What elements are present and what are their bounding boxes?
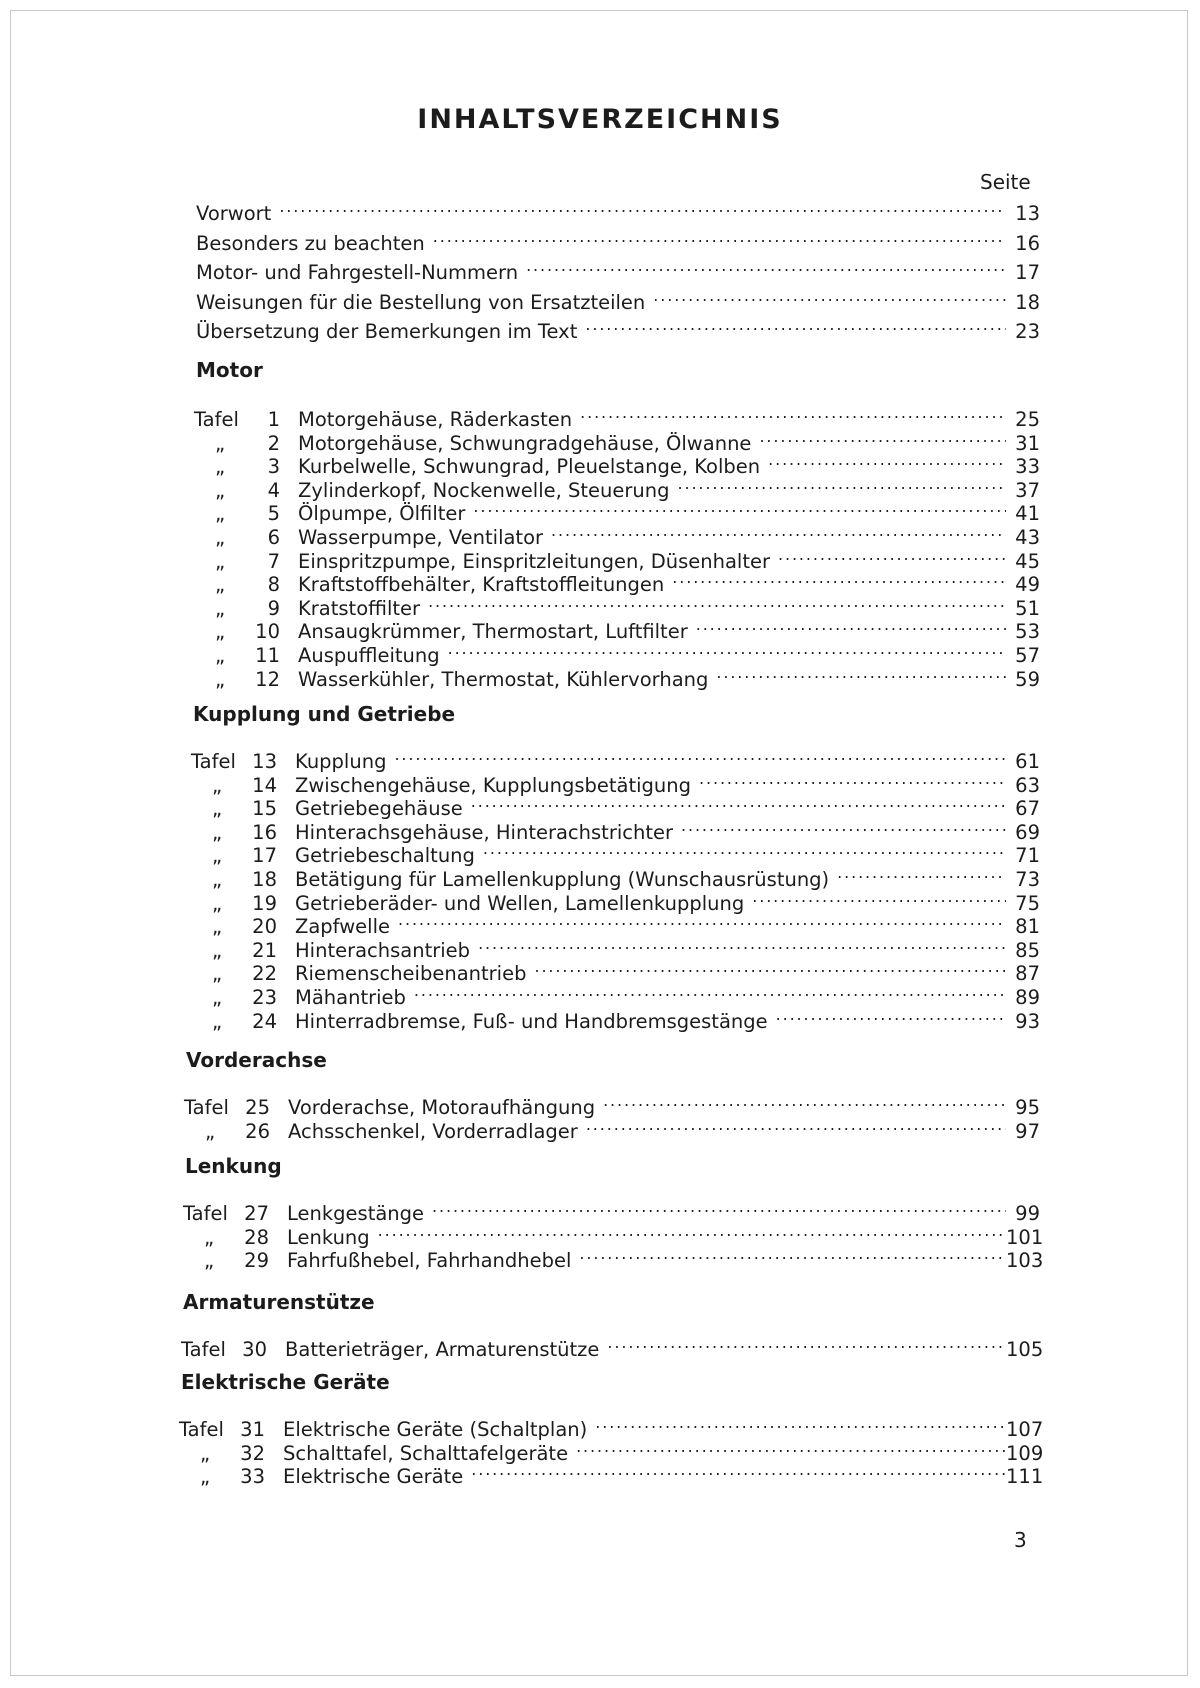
tafel-prefix: „ <box>211 986 223 1009</box>
toc-entry-page: 105 <box>1006 1338 1044 1361</box>
dot-leader <box>607 1330 1006 1356</box>
tafel-prefix: „ <box>203 1249 215 1273</box>
toc-entry-label: Besonders zu beachten <box>196 231 425 255</box>
toc-entry-label: Mähantrieb <box>295 986 406 1009</box>
tafel-prefix: „ <box>211 820 223 844</box>
tafel-number: 11 <box>255 644 280 667</box>
toc-entry-page: 111 <box>1006 1465 1044 1489</box>
dot-leader <box>432 1194 1006 1220</box>
tafel-number: 19 <box>252 891 277 915</box>
dot-leader <box>473 494 1006 520</box>
toc-entry <box>179 1410 1044 1441</box>
toc-entry-page: 85 <box>1015 938 1040 962</box>
dot-leader <box>586 1112 1006 1138</box>
tafel-number: 21 <box>252 938 277 962</box>
tafel-prefix: „ <box>203 1225 215 1249</box>
toc-entry-page: 89 <box>1015 986 1040 1009</box>
toc-entry-page: 17 <box>1015 261 1040 284</box>
dot-leader <box>471 1457 1006 1483</box>
toc-entry-label: Getriebeschaltung <box>295 844 475 868</box>
toc-entry-label: Vorderachse, Motoraufhängung <box>288 1096 596 1119</box>
toc-entry-label: Kurbelwelle, Schwungrad, Pleuelstange, Kolben <box>298 455 761 479</box>
toc-entry <box>196 253 1040 284</box>
tafel-number: 22 <box>252 962 277 986</box>
toc-entry <box>184 1088 1040 1119</box>
toc-entry <box>194 589 1040 620</box>
tafel-prefix: „ <box>214 478 226 502</box>
toc-entry-label: Zylinderkopf, Nockenwelle, Steuerung <box>298 478 670 502</box>
tafel-prefix: „ <box>199 1465 211 1489</box>
toc-entry-label: Motor- und Fahrgestell-Nummern <box>196 261 519 284</box>
tafel-number: 17 <box>252 844 277 868</box>
tafel-prefix: „ <box>199 1441 211 1465</box>
tafel-number: 12 <box>255 667 280 691</box>
toc-entry-label: Schalttafel, Schalttafelgeräte <box>283 1441 569 1465</box>
toc-entry-page: 87 <box>1015 962 1040 986</box>
tafel-prefix: Tafel <box>194 408 239 431</box>
toc-entry <box>183 1218 1044 1249</box>
tafel-prefix: „ <box>211 797 223 821</box>
tafel-number: 7 <box>267 549 280 573</box>
toc-entry <box>196 194 1040 225</box>
dot-leader <box>752 884 1006 910</box>
section-heading: Lenkung <box>185 1154 282 1178</box>
dot-leader <box>478 931 1006 957</box>
section-heading: Elektrische Geräte <box>181 1370 390 1394</box>
toc-entry <box>191 836 1040 868</box>
tafel-prefix: „ <box>214 526 226 549</box>
section-heading: Vorderachse <box>186 1048 327 1072</box>
toc-entry-label: Zwischengehäuse, Kupplungsbetätigung <box>295 773 692 797</box>
toc-entry-label: Achsschenkel, Vorderradlager <box>288 1119 578 1143</box>
dot-leader <box>414 978 1006 1004</box>
toc-entry <box>179 1457 1044 1489</box>
toc-entry <box>194 612 1040 644</box>
toc-entry-label: Hinterradbremse, Fuß- und Handbremsgestänge <box>295 1009 768 1033</box>
toc-entry-page: 51 <box>1015 596 1040 620</box>
tafel-prefix: „ <box>211 1009 223 1033</box>
toc-entry <box>191 813 1040 844</box>
tafel-number: 2 <box>267 431 280 455</box>
dot-leader <box>579 1241 1006 1267</box>
toc-entry-label: Kupplung <box>295 750 387 773</box>
toc-entry <box>194 447 1040 479</box>
tafel-number: 29 <box>244 1249 269 1273</box>
toc-entry <box>191 978 1040 1009</box>
tafel-prefix: „ <box>211 891 223 915</box>
tafel-prefix: Tafel <box>184 1096 229 1119</box>
tafel-number: 27 <box>244 1202 269 1225</box>
toc-entry-label: Riemenscheibenantrieb <box>295 962 527 986</box>
toc-entry-label: Kraftstoffbehälter, Kraftstoffleitungen <box>298 573 665 597</box>
toc-entry-label: Elektrische Geräte (Schaltplan) <box>283 1418 588 1441</box>
toc-entry <box>183 1194 1040 1225</box>
tafel-number: 28 <box>244 1225 269 1249</box>
tafel-prefix: „ <box>214 431 226 455</box>
toc-entry <box>184 1112 1040 1143</box>
toc-entry-page: 63 <box>1015 773 1040 797</box>
dot-leader <box>398 907 1006 933</box>
toc-entry <box>194 565 1040 597</box>
dot-leader <box>378 1218 1006 1244</box>
toc-entry-page: 37 <box>1015 478 1040 502</box>
toc-entry-label: Übersetzung der Bemerkungen im Text <box>196 320 578 343</box>
toc-entry-label: Betätigung für Lamellenkupplung (Wunschausrüstung) <box>295 868 830 891</box>
tafel-number: 23 <box>252 986 277 1009</box>
dot-leader <box>526 253 1006 279</box>
toc-entry-label: Fahrfußhebel, Fahrhandhebel <box>287 1249 572 1273</box>
tafel-number: 32 <box>240 1441 265 1465</box>
toc-entry <box>196 312 1040 343</box>
dot-leader <box>394 742 1006 768</box>
tafel-number: 30 <box>242 1338 267 1361</box>
toc-entry <box>191 742 1040 773</box>
tafel-prefix: Tafel <box>181 1338 226 1361</box>
dot-leader <box>580 400 1006 426</box>
toc-entry-page: 97 <box>1015 1119 1040 1143</box>
dot-leader <box>428 589 1006 615</box>
toc-entry-page: 13 <box>1015 202 1040 225</box>
toc-entry-label: Hinterachsgehäuse, Hinterachstrichter <box>295 820 673 844</box>
tafel-number: 14 <box>252 773 277 797</box>
dot-leader <box>672 565 1006 591</box>
tafel-number: 25 <box>245 1096 270 1119</box>
toc-entry-page: 49 <box>1015 573 1040 597</box>
tafel-prefix: „ <box>211 868 223 891</box>
toc-entry-page: 67 <box>1015 797 1040 821</box>
tafel-number: 1 <box>267 408 280 431</box>
toc-entry <box>181 1330 1044 1361</box>
toc-entry <box>179 1434 1044 1465</box>
toc-entry-page: 69 <box>1015 820 1040 844</box>
dot-leader <box>551 518 1006 544</box>
toc-entry <box>194 424 1040 455</box>
toc-entry <box>191 907 1040 939</box>
toc-entry <box>194 400 1040 431</box>
toc-entry-label: Elektrische Geräte <box>283 1465 464 1489</box>
toc-entry <box>191 931 1040 962</box>
tafel-number: 13 <box>252 750 277 773</box>
tafel-number: 33 <box>240 1465 265 1489</box>
toc-entry-page: 31 <box>1015 431 1040 455</box>
toc-entry-label: Ölpumpe, Ölfilter <box>298 502 466 526</box>
toc-entry-label: Zapfwelle <box>295 915 390 939</box>
dot-leader <box>576 1434 1006 1460</box>
tafel-number: 24 <box>252 1009 277 1033</box>
document-title: INHALTSVERZEICHNIS <box>417 104 783 135</box>
toc-entry <box>194 494 1040 526</box>
dot-leader <box>433 224 1006 250</box>
tafel-prefix: „ <box>211 915 223 939</box>
toc-entry <box>191 789 1040 821</box>
toc-entry-page: 23 <box>1015 320 1040 343</box>
dot-leader <box>595 1410 1006 1436</box>
toc-entry <box>194 518 1040 549</box>
dot-leader <box>776 1002 1006 1028</box>
toc-entry-page: 61 <box>1015 750 1040 773</box>
tafel-number: 4 <box>267 478 280 502</box>
toc-entry-label: Getrieberäder- und Wellen, Lamellenkupplung <box>295 891 745 915</box>
toc-entry-label: Wasserpumpe, Ventilator <box>298 526 544 549</box>
tafel-number: 18 <box>252 868 277 891</box>
toc-entry-page: 93 <box>1015 1009 1040 1033</box>
tafel-prefix: Tafel <box>191 750 236 773</box>
toc-entry-label: Getriebegehäuse <box>295 797 463 821</box>
dot-leader <box>585 312 1006 338</box>
tafel-number: 10 <box>255 620 280 644</box>
tafel-prefix: „ <box>214 549 226 573</box>
tafel-prefix: „ <box>214 455 226 479</box>
toc-entry-label: Lenkung <box>287 1225 370 1249</box>
dot-leader <box>534 954 1006 980</box>
toc-entry-page: 33 <box>1015 455 1040 479</box>
dot-leader <box>471 789 1006 815</box>
toc-entry-page: 43 <box>1015 526 1040 549</box>
tafel-prefix: „ <box>211 938 223 962</box>
toc-entry-page: 101 <box>1006 1225 1044 1249</box>
tafel-number: 16 <box>252 820 277 844</box>
section-heading: Motor <box>196 358 263 382</box>
toc-entry <box>191 1002 1040 1033</box>
toc-entry-page: 81 <box>1015 915 1040 939</box>
toc-entry-page: 57 <box>1015 644 1040 667</box>
tafel-number: 9 <box>267 596 280 620</box>
toc-entry <box>194 542 1040 573</box>
tafel-prefix: „ <box>204 1119 216 1143</box>
dot-leader <box>768 447 1006 473</box>
dot-leader <box>483 836 1006 862</box>
toc-entry-page: 59 <box>1015 667 1040 691</box>
toc-entry-page: 95 <box>1015 1096 1040 1119</box>
tafel-prefix: Tafel <box>183 1202 228 1225</box>
toc-entry <box>191 860 1040 891</box>
toc-entry-page: 73 <box>1015 868 1040 891</box>
toc-entry-page: 41 <box>1015 502 1040 526</box>
toc-entry-label: Motorgehäuse, Räderkasten <box>298 408 573 431</box>
tafel-number: 20 <box>252 915 277 939</box>
toc-entry <box>191 954 1040 986</box>
toc-entry-label: Auspuffleitung <box>298 644 440 667</box>
toc-entry-page: 103 <box>1006 1249 1044 1273</box>
toc-entry-page: 45 <box>1015 549 1040 573</box>
dot-leader <box>603 1088 1006 1114</box>
toc-entry-page: 107 <box>1006 1418 1044 1441</box>
tafel-number: 5 <box>267 502 280 526</box>
dot-leader <box>699 766 1006 792</box>
toc-entry-page: 53 <box>1015 620 1040 644</box>
dot-leader <box>778 542 1006 568</box>
dot-leader <box>279 194 1006 220</box>
toc-entry-label: Motorgehäuse, Schwungradgehäuse, Ölwanne <box>298 431 752 455</box>
toc-entry <box>191 884 1040 915</box>
toc-entry-page: 75 <box>1015 891 1040 915</box>
dot-leader <box>759 424 1006 450</box>
tafel-prefix: „ <box>214 502 226 526</box>
toc-entry-label: Ansaugkrümmer, Thermostart, Luftfilter <box>298 620 688 644</box>
toc-entry-label: Vorwort <box>196 202 272 225</box>
toc-entry <box>194 471 1040 502</box>
tafel-number: 8 <box>267 573 280 597</box>
toc-entry-label: Kratstoffilter <box>298 596 421 620</box>
tafel-prefix: Tafel <box>179 1418 224 1441</box>
dot-leader <box>837 860 1006 886</box>
tafel-prefix: „ <box>214 667 226 691</box>
tafel-prefix: „ <box>214 620 226 644</box>
tafel-prefix: „ <box>214 573 226 597</box>
toc-entry-label: Lenkgestänge <box>287 1202 425 1225</box>
tafel-number: 3 <box>267 455 280 479</box>
dot-leader <box>653 283 1006 309</box>
toc-entry-page: 25 <box>1015 408 1040 431</box>
tafel-number: 31 <box>240 1418 265 1441</box>
toc-entry <box>191 766 1040 797</box>
tafel-number: 15 <box>252 797 277 821</box>
toc-entry-page: 16 <box>1015 231 1040 255</box>
section-heading: Armaturenstütze <box>183 1290 375 1314</box>
toc-entry-label: Wasserkühler, Thermostat, Kühlervorhang <box>298 667 709 691</box>
toc-entry-page: 109 <box>1006 1441 1044 1465</box>
toc-entry-label: Einspritzpumpe, Einspritzleitungen, Düsenhalter <box>298 549 771 573</box>
toc-entry-page: 99 <box>1015 1202 1040 1225</box>
dot-leader <box>696 612 1006 638</box>
tafel-prefix: „ <box>214 596 226 620</box>
toc-entry <box>194 660 1040 691</box>
page-number: 3 <box>1014 1528 1027 1552</box>
toc-entry <box>183 1241 1044 1273</box>
dot-leader <box>681 813 1006 839</box>
tafel-number: 26 <box>245 1119 270 1143</box>
toc-entry-label: Hinterachsantrieb <box>295 938 471 962</box>
toc-entry <box>196 283 1040 314</box>
dot-leader <box>716 660 1006 686</box>
section-heading: Kupplung und Getriebe <box>193 702 456 726</box>
tafel-prefix: „ <box>211 962 223 986</box>
toc-entry <box>196 224 1040 255</box>
toc-entry-label: Weisungen für die Bestellung von Ersatzteilen <box>196 290 646 314</box>
dot-leader <box>448 636 1006 662</box>
tafel-prefix: „ <box>211 773 223 797</box>
tafel-prefix: „ <box>211 844 223 868</box>
toc-entry-page: 71 <box>1015 844 1040 868</box>
toc-entry-label: Batterieträger, Armaturenstütze <box>285 1338 600 1361</box>
tafel-number: 6 <box>267 526 280 549</box>
page-column-header: Seite <box>980 170 1031 194</box>
tafel-prefix: „ <box>214 644 226 667</box>
toc-entry <box>194 636 1040 667</box>
dot-leader <box>678 471 1006 497</box>
toc-entry-page: 18 <box>1015 290 1040 314</box>
